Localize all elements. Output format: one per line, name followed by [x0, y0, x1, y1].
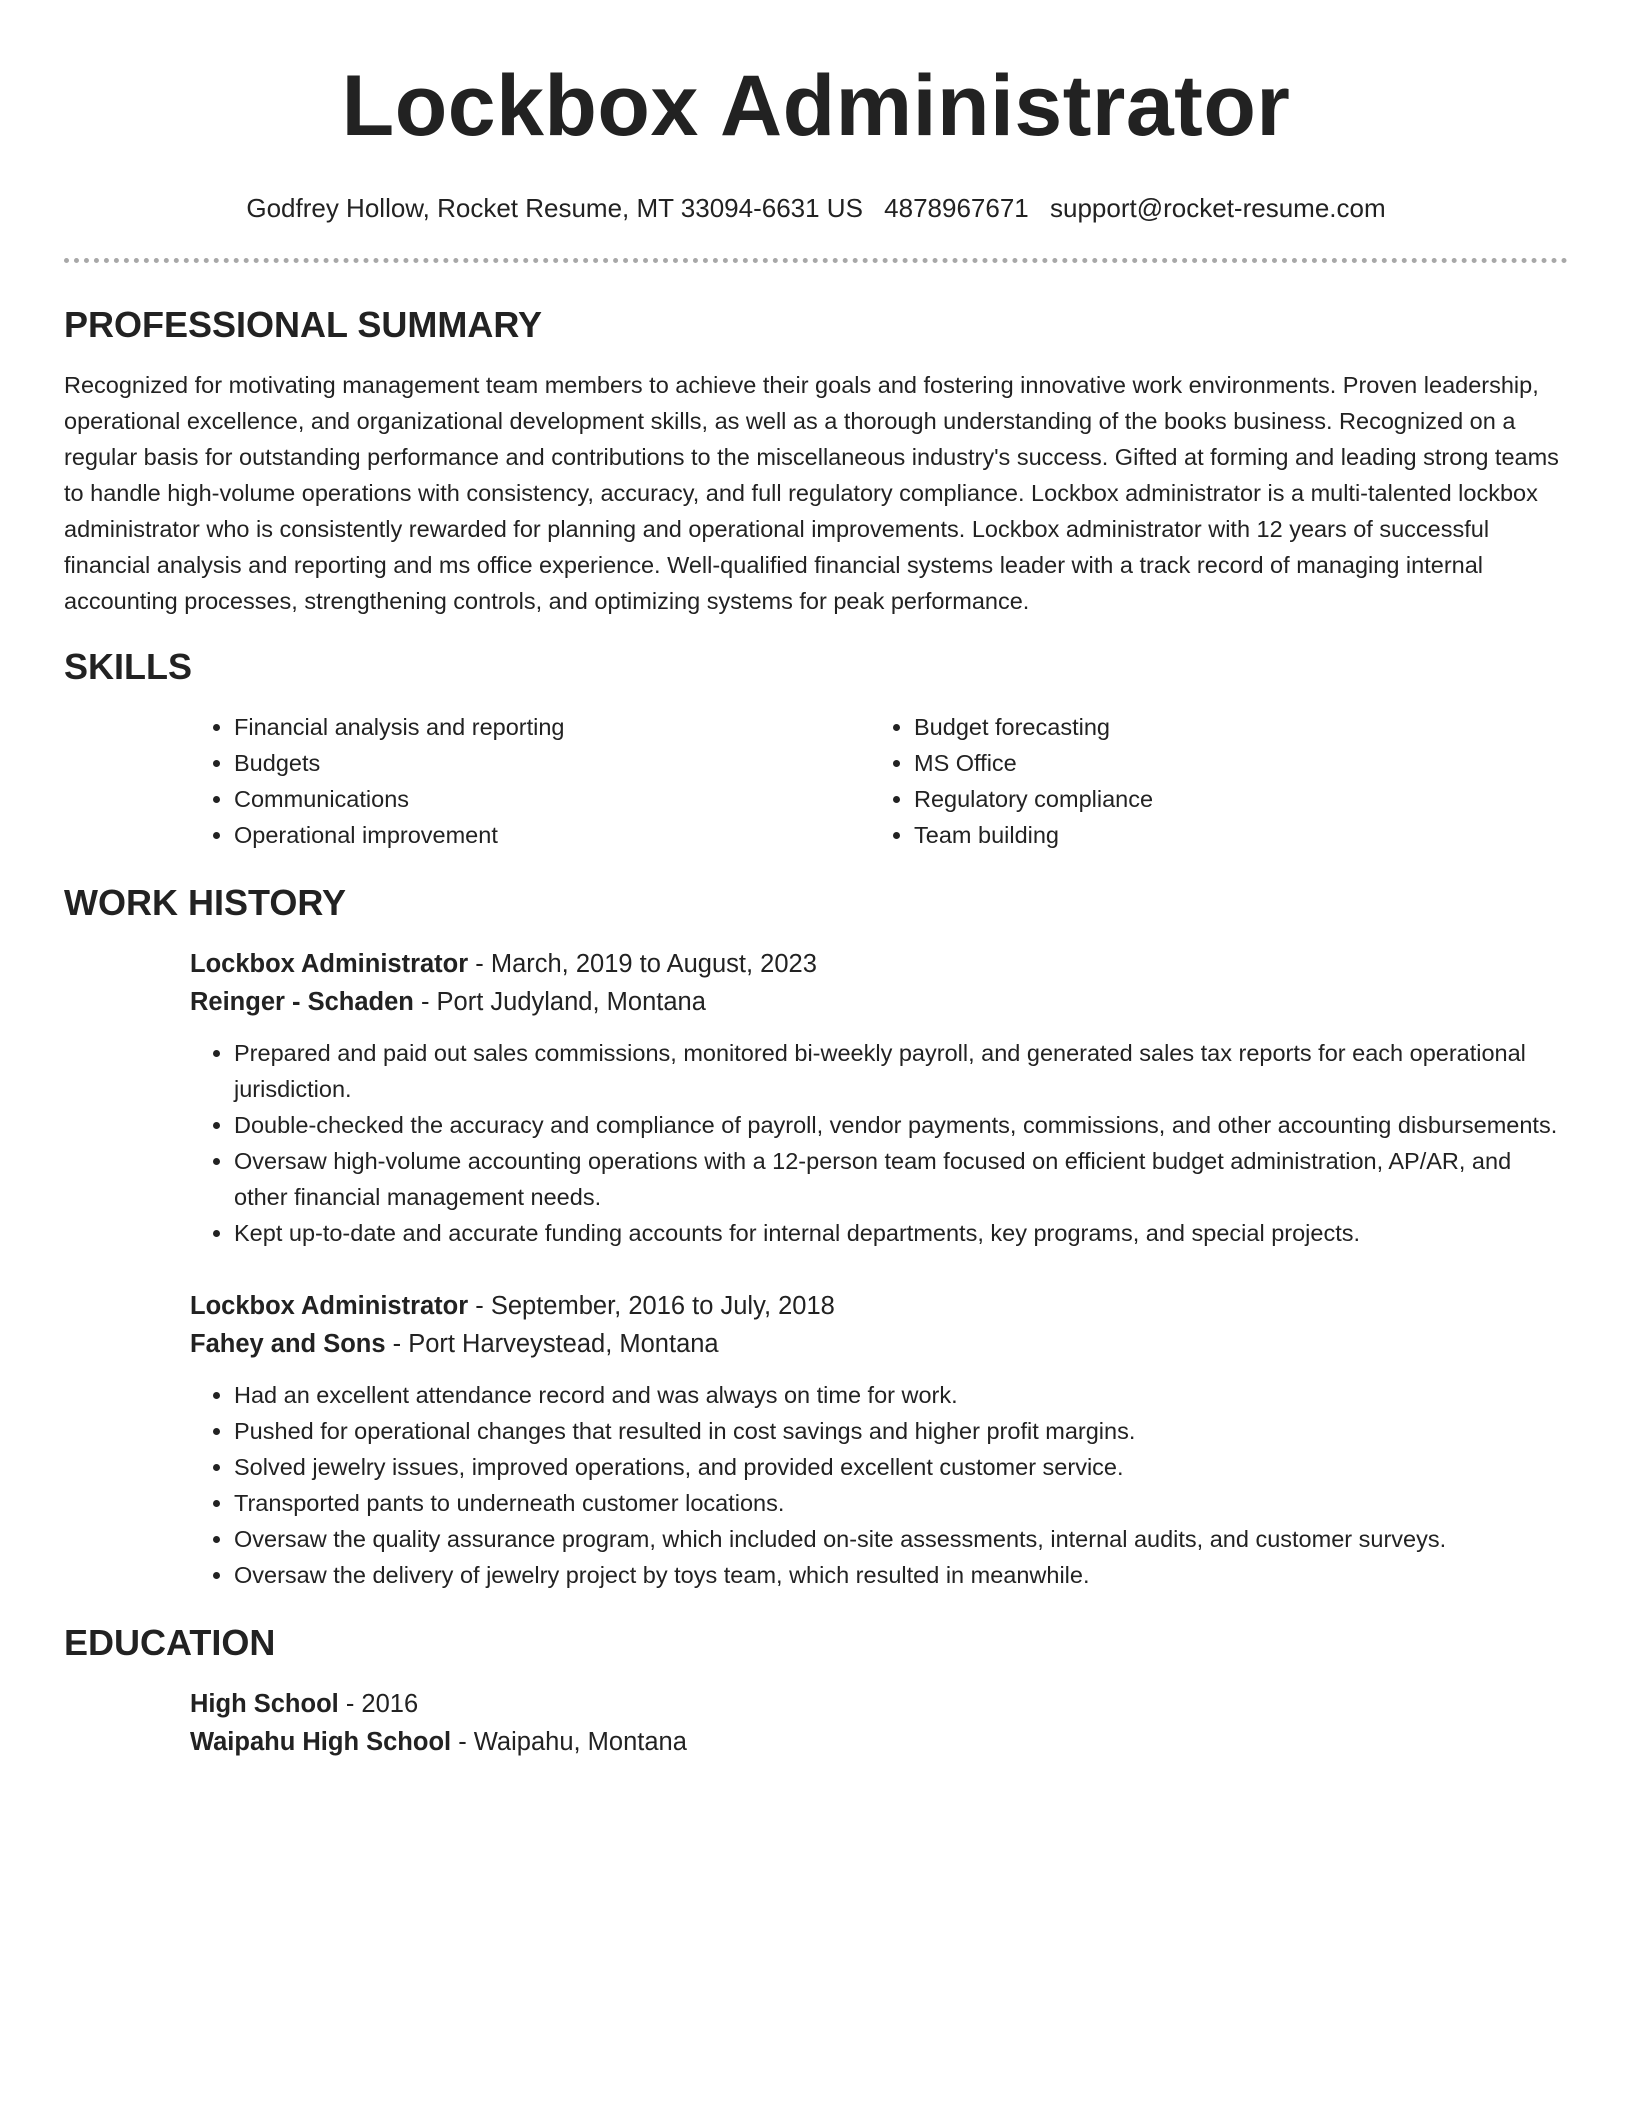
- duty-item: • Kept up-to-date and accurate funding accounts for internal departments, key programs, and special projects.: [234, 1215, 1568, 1251]
- skill-item: • Team building: [914, 817, 1550, 853]
- education-school-line: [190, 1723, 1568, 1761]
- job-duties: [190, 1035, 1568, 1251]
- job-role: Lockbox Administrator: [190, 1292, 469, 1320]
- duty-item: • Had an excellent attendance record and was always on time for work.: [234, 1377, 1568, 1413]
- skill-item: • Operational improvement: [234, 817, 870, 853]
- skills-heading: SKILLS: [64, 646, 193, 687]
- skills-column-right: [870, 709, 1550, 853]
- job-company: Reinger - Schaden: [190, 988, 414, 1016]
- contact-address: Godfrey Hollow, Rocket Resume, MT 33094-6631 US: [246, 193, 863, 223]
- job-duties: [190, 1377, 1568, 1593]
- summary-text: Recognized for motivating management team members to achieve their goals and fostering innovative work environments. Proven leadership, operational excellence, and organizational development skills, as well as a thorough understanding of the books business. Recognized on a regular basis for outstanding performance and contributions to the miscellaneous industry's success. Gifted at forming and leading strong teams to handle high-volume operations with consistency, accuracy, and full regulatory compliance. Lockbox administrator is a multi-talented lockbox administrator who is consistently rewarded for planning and operational improvements. Lockbox administrator with 12 years of successful financial analysis and reporting and ms office experience. Well-qualified financial systems leader with a track record of managing internal accounting processes, strengthening controls, and optimizing systems for peak performance.: [64, 372, 1559, 614]
- job-title-line: [190, 1287, 1568, 1325]
- education-year: - 2016: [338, 1690, 419, 1718]
- duty-item: • Oversaw the delivery of jewelry project by toys team, which resulted in meanwhile.: [234, 1557, 1568, 1593]
- resume-name: Lockbox Administrator: [341, 58, 1291, 154]
- duty-item: • Pushed for operational changes that resulted in cost savings and higher profit margins.: [234, 1413, 1568, 1449]
- job-dates: - March, 2019 to August, 2023: [468, 950, 817, 978]
- job-company: Fahey and Sons: [190, 1330, 386, 1358]
- summary-heading: PROFESSIONAL SUMMARY: [64, 304, 543, 345]
- job-company-line: [190, 1325, 1568, 1363]
- contact-email: support@rocket-resume.com: [1050, 193, 1386, 223]
- job-entry: [190, 1287, 1568, 1593]
- header-divider: [64, 258, 1568, 263]
- education-heading: EDUCATION: [64, 1622, 276, 1663]
- job-location: - Port Judyland, Montana: [413, 988, 706, 1016]
- education-location: - Waipahu, Montana: [451, 1728, 687, 1756]
- job-role: Lockbox Administrator: [190, 950, 469, 978]
- skill-item: • Financial analysis and reporting: [234, 709, 870, 745]
- skill-item: • MS Office: [914, 745, 1550, 781]
- job-company-line: [190, 983, 1568, 1021]
- education-entry: [190, 1685, 1568, 1761]
- job-entry: [190, 945, 1568, 1251]
- skill-item: • Communications: [234, 781, 870, 817]
- duty-item: • Oversaw high-volume accounting operations with a 12-person team focused on efficient budget administration, AP/AR, and other financial management needs.: [234, 1143, 1568, 1215]
- contact-phone: 4878967671: [884, 193, 1029, 223]
- duty-item: • Transported pants to underneath customer locations.: [234, 1485, 1568, 1521]
- job-location: - Port Harveystead, Montana: [385, 1330, 719, 1358]
- education-degree-line: [190, 1685, 1568, 1723]
- contact-line: [64, 192, 1568, 224]
- duty-item: • Prepared and paid out sales commissions, monitored bi-weekly payroll, and generated sales tax reports for each operational jurisdiction.: [234, 1035, 1568, 1107]
- duty-item: • Solved jewelry issues, improved operations, and provided excellent customer service.: [234, 1449, 1568, 1485]
- skill-item: • Budget forecasting: [914, 709, 1550, 745]
- work-history-heading: WORK HISTORY: [64, 882, 347, 923]
- duty-item: • Oversaw the quality assurance program, which included on-site assessments, internal audits, and customer surveys.: [234, 1521, 1568, 1557]
- job-title-line: [190, 945, 1568, 983]
- duty-item: • Double-checked the accuracy and compliance of payroll, vendor payments, commissions, and other accounting disbursements.: [234, 1107, 1568, 1143]
- skills-column-left: [190, 709, 870, 853]
- skill-item: • Regulatory compliance: [914, 781, 1550, 817]
- education-school: Waipahu High School: [190, 1728, 452, 1756]
- skill-item: • Budgets: [234, 745, 870, 781]
- job-dates: - September, 2016 to July, 2018: [468, 1292, 835, 1320]
- skills-list: [190, 709, 1568, 853]
- education-degree: High School: [190, 1690, 339, 1718]
